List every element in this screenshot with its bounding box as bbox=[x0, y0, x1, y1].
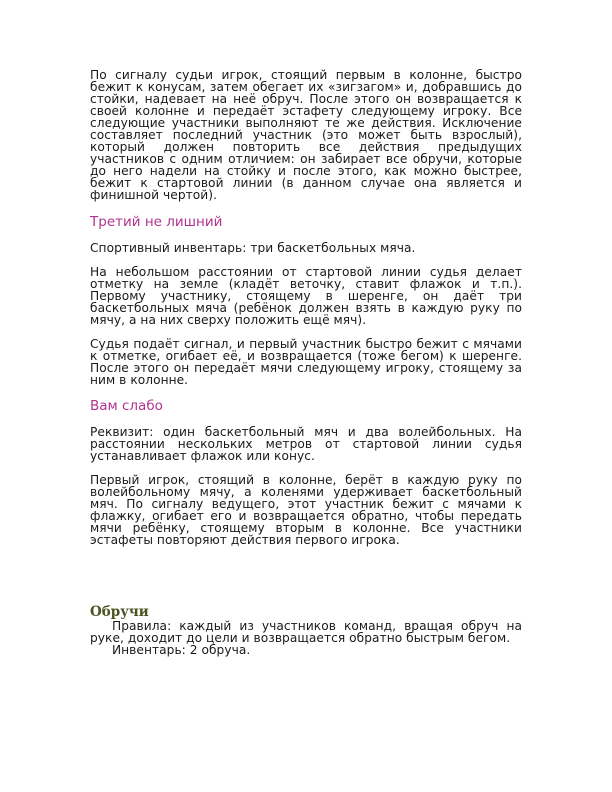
paragraph-relay-rules: По сигналу судьи игрок, стоящий первым в колонне, быстро бежит к конусам, затем обегает их «зигзагом» и, добравшись до стойки, надевает на неё обруч. После этого он возвращается к своей колонне и передаёт эстафету следующему игроку. Все следующие участники выполняют те же действия. Исключение составляет последний участник (это может быть взрослый), который должен повторить все действия предыдущих участников с одним отличием: он забирает все обручи, которые до него надели на стойку и после этого, как можно быстрее, бежит к стартовой линии (в данном случае она является и финишной чертой). bbox=[90, 68, 522, 202]
heading-third-not-extra: Третий не лишний bbox=[90, 214, 223, 230]
paragraph-props: Реквизит: один баскетбольный мяч и два волейбольных. На расстоянии нескольких метров от стартовой линии судья устанавливает флажок или конус. bbox=[90, 425, 522, 463]
paragraph-third-rules: Судья подаёт сигнал, и первый участник быстро бежит с мячами к отметке, огибает её, и возвращается (тоже бегом) к шеренге. После этого он передаёт мячи следующему игроку, стоящему за ним в колонне. bbox=[90, 337, 522, 387]
heading-hoops: Обручи bbox=[90, 604, 149, 620]
heading-bet-you-cant: Вам слабо bbox=[90, 398, 163, 414]
paragraph-equipment: Спортивный инвентарь: три баскетбольных мяча. bbox=[90, 241, 416, 255]
paragraph-hoops-rules: Правила: каждый из участников команд, вращая обруч на руке, доходит до цели и возвращается обратно быстрым бегом. bbox=[90, 619, 522, 645]
paragraph-third-setup: На небольшом расстоянии от стартовой линии судья делает отметку на земле (кладёт веточку, ставит флажок и т.п.). Первому участнику, стоящему в шеренге, он даёт три баскетбольных мяча (ребёнок должен взять в каждую руку по мячу, а на них сверху положить ещё мяч). bbox=[90, 265, 522, 327]
paragraph-bet-rules: Первый игрок, стоящий в колонне, берёт в каждую руку по волейбольному мячу, а коленями удерживает баскетбольный мяч. По сигналу ведущего, этот участник бежит с мячами к флажку, огибает его и возвращается обратно, чтобы передать мячи ребёнку, стоящему вторым в колонне. Все участники эстафеты повторяют действия первого игрока. bbox=[90, 473, 522, 547]
document-page bbox=[90, 69, 522, 656]
paragraph-hoops-equipment: Инвентарь: 2 обруча. bbox=[112, 643, 251, 657]
